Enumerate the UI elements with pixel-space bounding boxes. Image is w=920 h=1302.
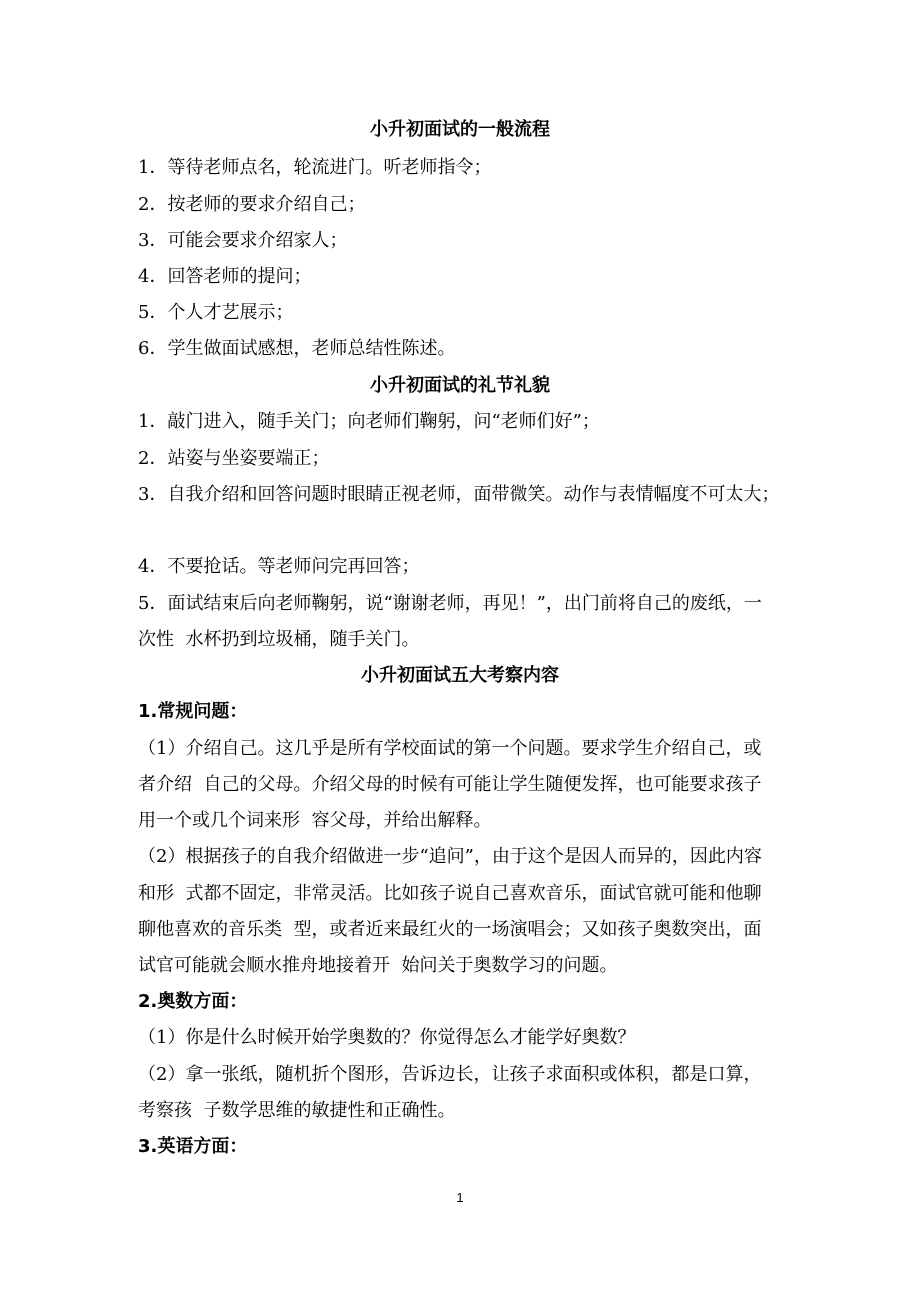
section-title-process: 小升初面试的一般流程 — [370, 119, 550, 140]
paragraph-line: 和形 式都不固定，非常灵活。比如孩子说自己喜欢音乐，面试官就可能和他聊 — [138, 883, 762, 904]
paragraph-line: 聊他喜欢的音乐类 型，或者近来最红火的一场演唱会；又如孩子奥数突出，面 — [138, 919, 762, 940]
list-item: 3．自我介绍和回答问题时眼睛正视老师，面带微笑。动作与表情幅度不可太大； — [138, 484, 780, 505]
paragraph-line: （2）拿一张纸，随机折个图形，告诉边长，让孩子求面积或体积，都是口算， — [138, 1064, 762, 1085]
list-item: 4．不要抢话。等老师问完再回答； — [138, 556, 420, 577]
list-item: 6．学生做面试感想，老师总结性陈述。 — [138, 338, 456, 359]
paragraph-line: 者介绍 自己的父母。介绍父母的时候有可能让学生随便发挥，也可能要求孩子 — [138, 774, 762, 795]
section-title-content: 小升初面试五大考察内容 — [361, 665, 559, 686]
list-item: 5．面试结束后向老师鞠躬，说“谢谢老师，再见！”，出门前将自己的废纸，一 — [138, 593, 762, 614]
paragraph-line: 试官可能就会顺水推舟地接着开 始问关于奥数学习的问题。 — [138, 955, 618, 976]
paragraph-line: （1）介绍自己。这几乎是所有学校面试的第一个问题。要求学生介绍自己，或 — [138, 738, 762, 759]
page-number: 1 — [456, 1190, 464, 1205]
list-item: 1．敲门进入，随手关门；向老师们鞠躬，问“老师们好”； — [138, 411, 600, 432]
paragraph-line: （1）你是什么时候开始学奥数的？你觉得怎么才能学好奥数？ — [138, 1027, 636, 1048]
list-item: 1．等待老师点名，轮流进门。听老师指令； — [138, 157, 492, 178]
subheading-math: 2.奥数方面： — [138, 991, 248, 1012]
list-item: 5．个人才艺展示； — [138, 302, 294, 323]
subheading-general: 1.常规问题： — [138, 701, 248, 722]
list-item: 4．回答老师的提问； — [138, 266, 312, 287]
subheading-english: 3.英语方面： — [138, 1136, 248, 1157]
list-item: 3．可能会要求介绍家人； — [138, 230, 348, 251]
paragraph-line: 考察孩 子数学思维的敏捷性和正确性。 — [138, 1100, 456, 1121]
list-item: 2．站姿与坐姿要端正； — [138, 448, 330, 469]
list-item: 次性 水杯扔到垃圾桶，随手关门。 — [138, 629, 420, 650]
list-item: 2．按老师的要求介绍自己； — [138, 194, 366, 215]
section-title-etiquette: 小升初面试的礼节礼貌 — [370, 375, 550, 396]
paragraph-line: 用一个或几个词来形 容父母，并给出解释。 — [138, 810, 492, 831]
paragraph-line: （2）根据孩子的自我介绍做进一步“追问”，由于这个是因人而异的，因此内容 — [138, 846, 762, 867]
